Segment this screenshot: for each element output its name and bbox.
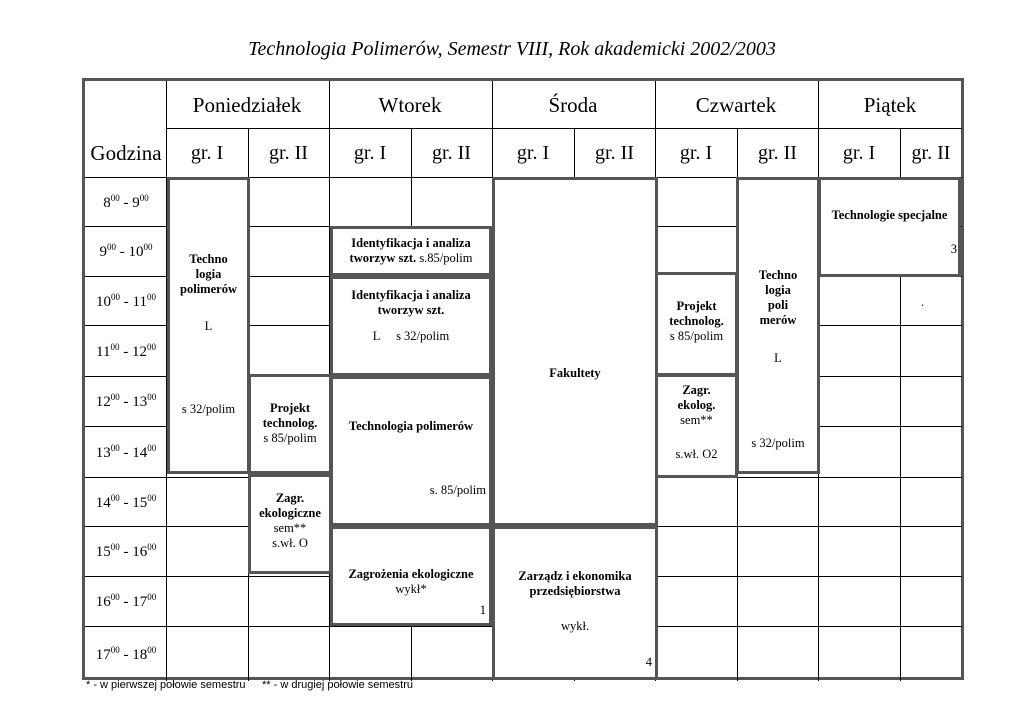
- block-mon-technologia-polimerow: Techno logia polimerów L s 32/polim: [167, 177, 250, 474]
- time-slot-label: $11^{00} - 12^{00}$: [96, 342, 156, 360]
- footnote-second-half: ** - w drugiej połowie semestru: [262, 679, 414, 691]
- block-wed-fakultety: Fakultety: [492, 177, 658, 526]
- time-slot-label: $16^{00} - 17^{00}$: [95, 592, 157, 610]
- day-thursday: Czwartek: [695, 93, 777, 117]
- group-header: gr. II: [269, 142, 308, 164]
- block-thu-projekt: Projekt technolog. s 85/polim: [655, 272, 738, 376]
- day-tuesday: Wtorek: [378, 93, 442, 117]
- group-header: gr. II: [911, 142, 951, 164]
- block-thu-zagr-ekolog: Zagr. ekolog. sem** s.wł. O2: [655, 374, 738, 478]
- time-slot-label: $17^{00} - 18^{00}$: [95, 645, 157, 663]
- day-monday: Poniedziałek: [192, 93, 302, 117]
- block-fri-technologie-specjalne: Technologie specjalne 3: [818, 177, 961, 277]
- group-header: gr. I: [353, 142, 387, 164]
- hour-column-header: Godzina: [90, 141, 162, 165]
- day-friday: Piątek: [863, 93, 917, 117]
- page-title: Technologia Polimerów, Semestr VIII, Rok akademicki 2002/2003: [248, 38, 776, 60]
- friday-dot-mark: .: [921, 295, 925, 309]
- block-tue-identyfikacja-1: Identyfikacja i analiza tworzyw szt. s.85/polim: [330, 226, 492, 276]
- group-header: gr. I: [190, 142, 224, 164]
- group-header: gr. II: [432, 142, 471, 164]
- time-slot-label: $15^{00} - 16^{00}$: [95, 542, 157, 560]
- block-tue-zagrozenia-ekologiczne: Zagrożenia ekologiczne wykł* 1: [330, 526, 492, 626]
- time-slot-label: $10^{00} - 11^{00}$: [96, 292, 156, 310]
- time-slot-label: $9^{00} - 10^{00}$: [99, 242, 153, 260]
- schedule-table: [82, 78, 964, 680]
- time-slot-label: $12^{00} - 13^{00}$: [95, 392, 157, 410]
- block-mon-zagr-ekologiczne: Zagr. ekologiczne sem** s.wł. O: [248, 474, 332, 574]
- grid-line: [166, 128, 962, 129]
- group-header: gr. I: [516, 142, 550, 164]
- footnote-first-half: * - w pierwszej połowie semestru: [86, 679, 246, 691]
- time-slot-label: $8^{00} - 9^{00}$: [103, 193, 149, 211]
- block-mon-projekt: Projekt technolog. s 85/polim: [248, 374, 332, 474]
- group-header: gr. II: [758, 142, 797, 164]
- day-wednesday: Środa: [548, 93, 598, 117]
- block-tue-technologia-polimerow: Technologia polimerów s. 85/polim: [330, 376, 492, 526]
- time-slot-label: $13^{00} - 14^{00}$: [95, 443, 157, 461]
- group-header: gr. II: [595, 142, 634, 164]
- group-header: gr. I: [679, 142, 713, 164]
- block-tue-identyfikacja-2: Identyfikacja i analiza tworzyw szt. L s 32/polim: [330, 276, 492, 376]
- block-thu-technologia-polimerow: Techno logia poli merów L s 32/polim: [736, 177, 820, 474]
- block-wed-zarzadzanie: Zarządz i ekonomika przedsiębiorstwa wykł. 4: [492, 526, 658, 680]
- group-header: gr. I: [842, 142, 876, 164]
- time-slot-label: $14^{00} - 15^{00}$: [95, 493, 157, 511]
